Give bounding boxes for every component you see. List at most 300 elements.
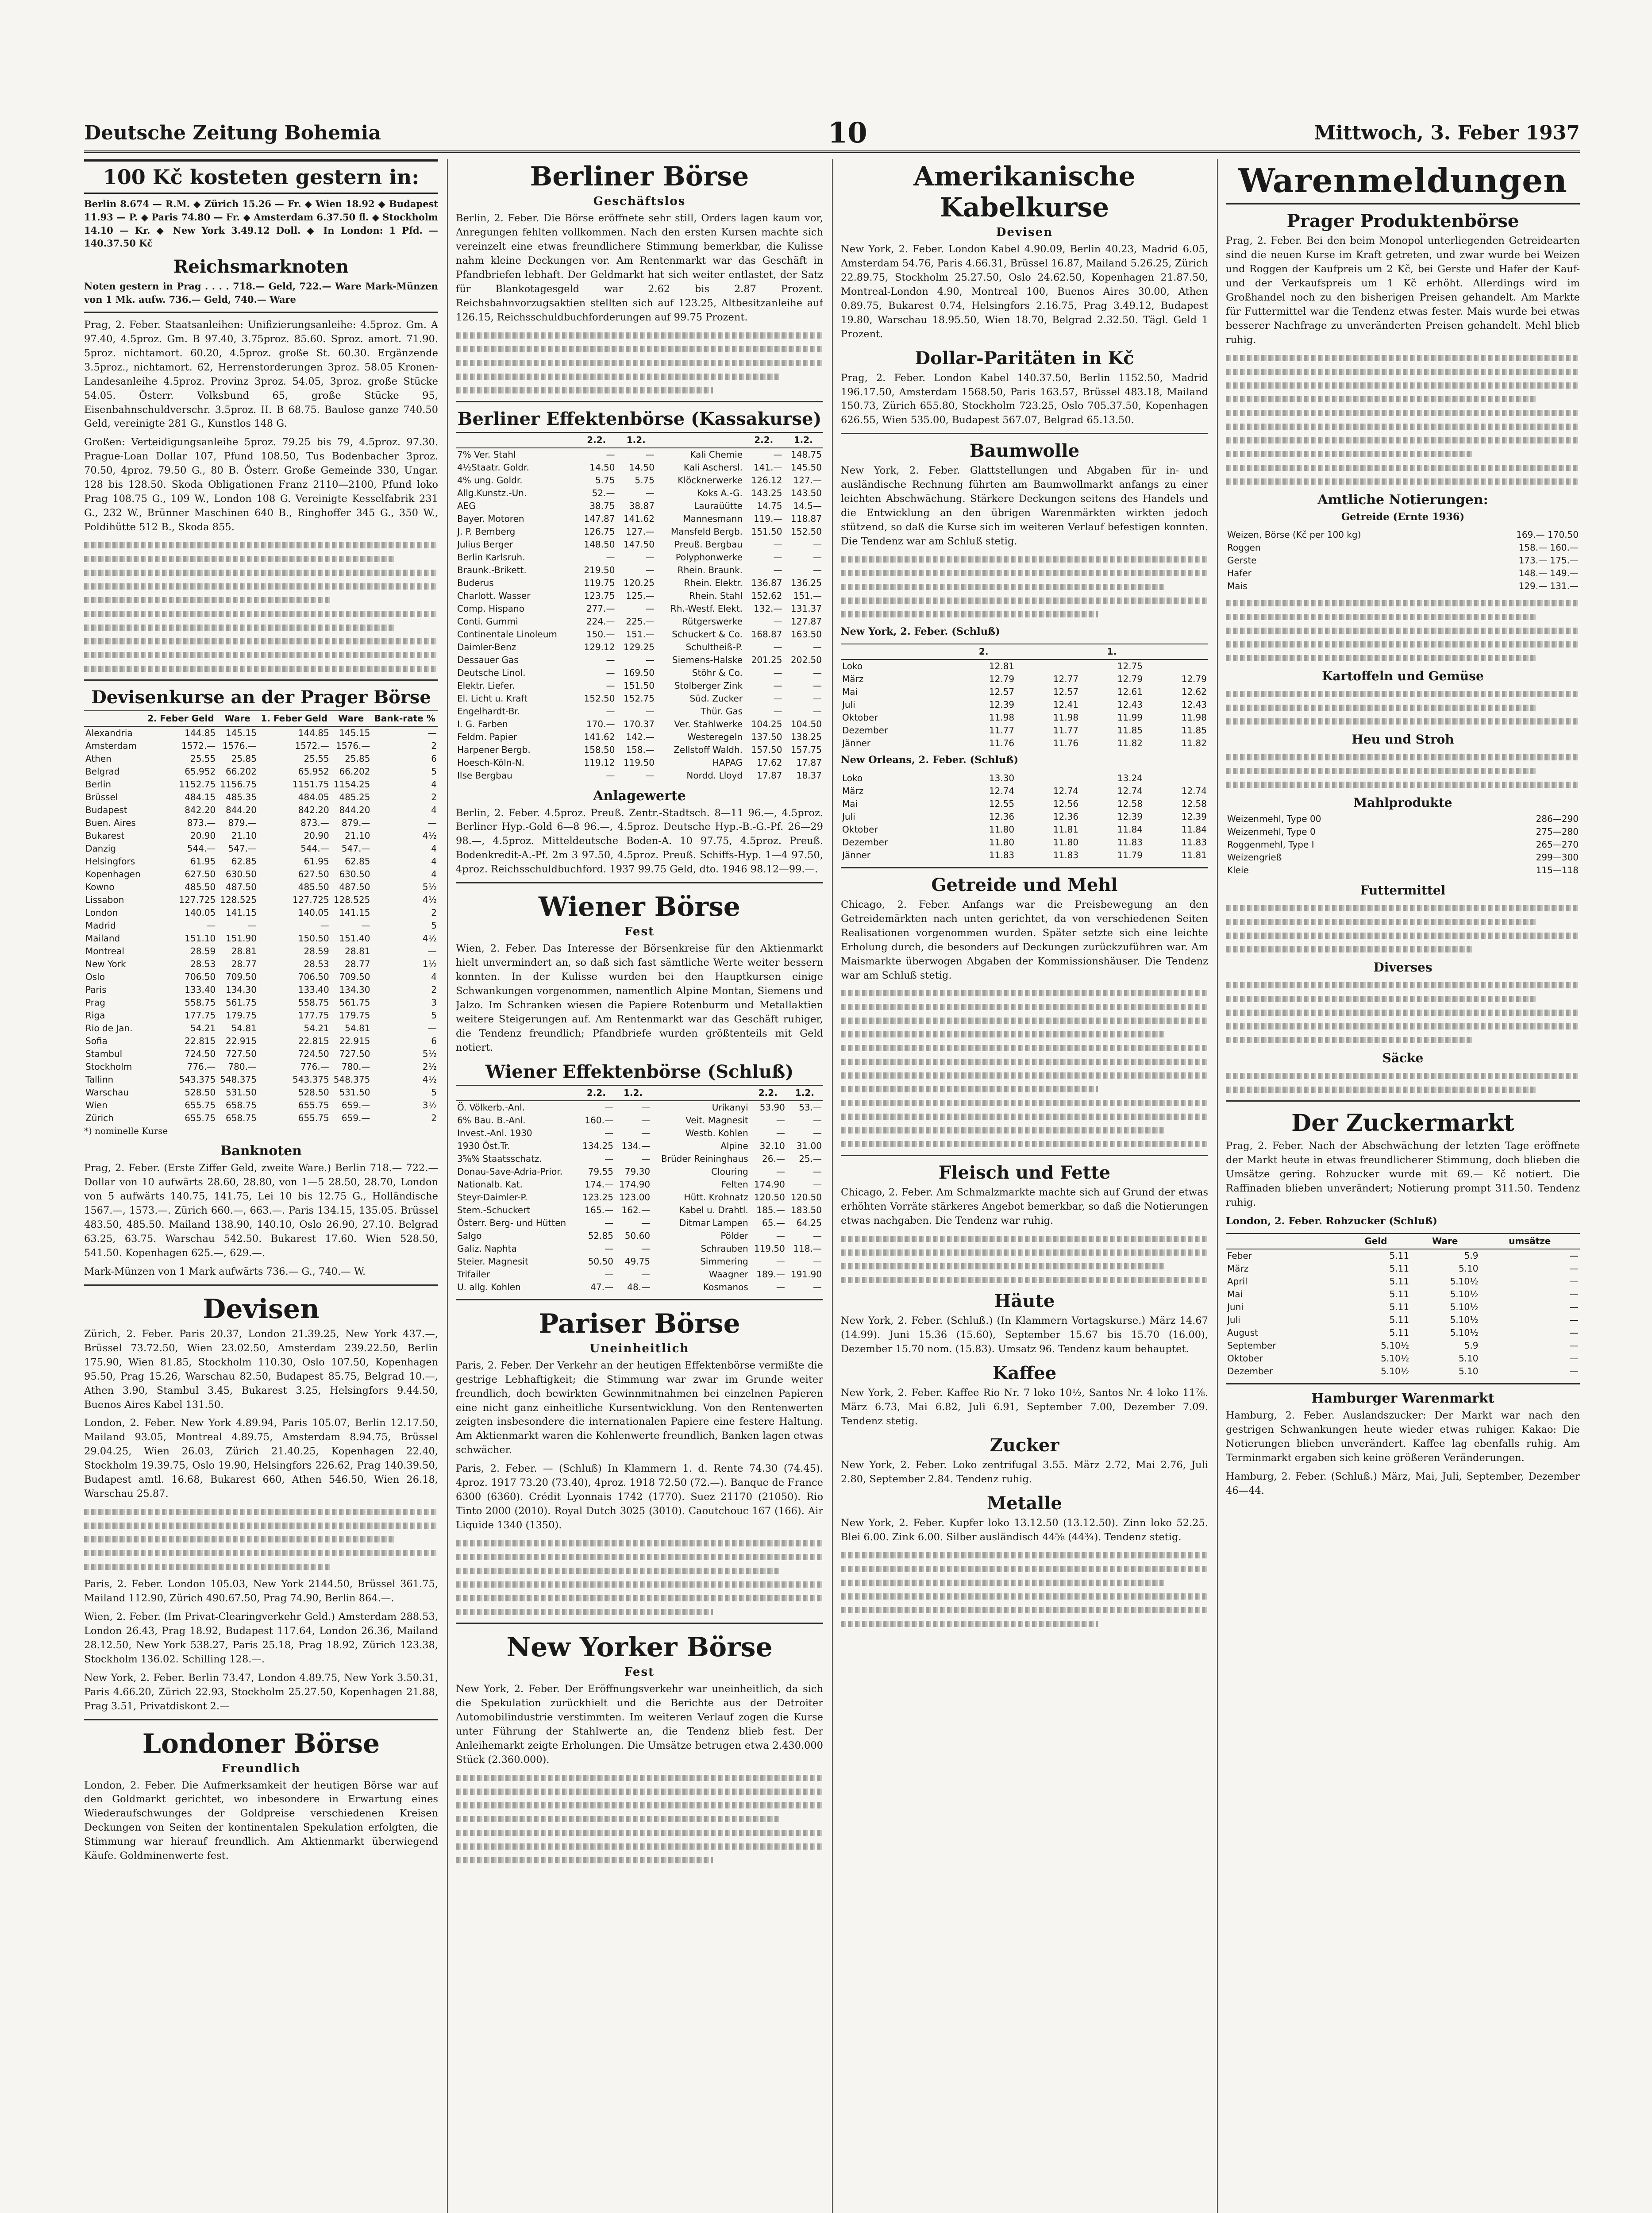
- table-row: [84, 1086, 438, 1099]
- table-cell: 2: [431, 907, 437, 918]
- table-cell: Weizen, Börse (Kč per 100 kg): [1227, 529, 1361, 540]
- table-row: [456, 769, 823, 782]
- table-cell: 25.55: [304, 753, 329, 764]
- table-cell: 5.10½: [1381, 1340, 1409, 1351]
- table-cell: 152.50: [791, 526, 822, 537]
- table-cell: 160.—: [585, 1114, 613, 1126]
- table-cell: 79.55: [588, 1166, 613, 1177]
- wien-eff-table: [456, 1085, 823, 1294]
- table-row: [456, 679, 823, 692]
- table-cell: 174.90: [619, 1179, 651, 1190]
- table-cell: 5.9: [1464, 1340, 1479, 1351]
- baumwolle-paragraph: New York, 2. Feber. Glattstellungen und Abgaben für in- und ausländische Rechnung führten am Baumwollmarkt anfangs zu einer leichten Abschwächung. Stärkere Deckungen seitens des Handels und die Entwicklung an den übrigen Warenmärkten wirkten jedoch stützend, so daß die Kurse sich im weiteren Verlauf befestigen konnten. Die Tendenz war am Schluß stetig.: [841, 465, 1208, 547]
- table-row: [456, 461, 823, 474]
- table-cell: 3⅝% Staatsschatz.: [457, 1153, 542, 1164]
- devisen-wien: Wien, 2. Feber. (Im Privat-Clearingverkehr Geld.) Amsterdam 288.53, London 26.43, Prag 18.92, Budapest 117.64, London 26.36, Mailand 28.12.50, New York 538.27, Paris 25.18, Prag 18.92, Zürich 123.38, Stockholm 136.02. Schilling 128.—.: [84, 1611, 438, 1665]
- table-cell: 18.37: [796, 770, 822, 781]
- table-cell: —: [1570, 1327, 1579, 1338]
- table-cell: 5.10½: [1450, 1276, 1479, 1287]
- table-cell: —: [1570, 1340, 1579, 1351]
- table-cell: 11.98: [1053, 712, 1079, 723]
- table-header-cell: 1.: [1080, 644, 1144, 659]
- table-cell: Weizengrieß: [1227, 852, 1282, 863]
- table-cell: —: [813, 1114, 822, 1126]
- table-cell: 145.15: [225, 727, 257, 738]
- table-cell: El. Licht u. Kraft: [457, 693, 528, 704]
- table-cell: 5.10½: [1450, 1327, 1479, 1338]
- table-cell: 13.24: [1117, 772, 1143, 783]
- table-cell: 47.—: [590, 1281, 613, 1292]
- table-cell: —: [813, 564, 822, 575]
- table-cell: 5.10: [1458, 1263, 1479, 1274]
- table-header-cell: [84, 711, 144, 726]
- table-cell: 14.50: [629, 462, 655, 473]
- table-cell: Bayer. Motoren: [457, 513, 524, 524]
- column-4: [1226, 159, 1580, 2213]
- metalle-paragraph: New York, 2. Feber. Kupfer loko 13.12.50 (13.12.50). Zinn loko 52.25. Blei 6.00. Zink 6.00. Silber ausländisch 44⅝ (44¾). Tendenz stetig.: [841, 1517, 1208, 1543]
- table-header-cell: 1.2.: [616, 432, 655, 448]
- table-row: [456, 756, 823, 769]
- table-cell: 53.90: [759, 1102, 785, 1113]
- table-row: [84, 996, 438, 1009]
- table-cell: 5.11: [1389, 1315, 1409, 1326]
- paris-sub: Uneinheitlich: [589, 1342, 689, 1355]
- table-cell: Stem.-Schuckert: [457, 1204, 531, 1215]
- table-cell: 658.75: [225, 1099, 257, 1110]
- table-header-cell: [456, 1085, 578, 1101]
- table-cell: 104.25: [751, 718, 782, 729]
- table-cell: Hoesch-Köln-N.: [457, 757, 525, 768]
- table-cell: 4½: [422, 894, 437, 905]
- futter-title: Futtermittel: [1360, 883, 1446, 898]
- table-cell: 136.87: [751, 577, 782, 588]
- table-header-cell: 2.2.: [577, 432, 616, 448]
- table-cell: 158.— 160.—: [1518, 542, 1579, 553]
- table-cell: Rhein. Stahl: [689, 590, 743, 601]
- table-cell: 66.202: [225, 766, 257, 777]
- table-cell: 17.87: [757, 770, 782, 781]
- table-cell: 5.10½: [1450, 1289, 1479, 1300]
- table-cell: 780.—: [228, 1061, 257, 1072]
- table-cell: 129.— 131.—: [1518, 581, 1579, 592]
- table-row: [456, 551, 823, 564]
- table-cell: Stockholm: [85, 1061, 132, 1072]
- table-cell: 299—300: [1536, 852, 1579, 863]
- zucker-paragraph: New York, 2. Feber. Loko zentrifugal 3.55. März 2.72, Mai 2.76, Juli 2.80, September 2.84. Tendenz ruhig.: [841, 1459, 1208, 1485]
- table-cell: Kowno: [85, 881, 115, 892]
- table-cell: 11.81: [1053, 824, 1079, 835]
- table-cell: 123.25: [582, 1191, 613, 1203]
- table-cell: 844.20: [339, 804, 370, 815]
- table-cell: 724.50: [185, 1048, 216, 1059]
- table-cell: —: [813, 1166, 822, 1177]
- table-header-cell: [456, 432, 577, 448]
- table-row: [456, 731, 823, 744]
- table-cell: 170.37: [623, 718, 655, 729]
- table-cell: 630.50: [225, 868, 257, 879]
- reichsmark-title: Reichsmarknoten: [173, 256, 349, 278]
- table-cell: 1572.—: [295, 740, 329, 751]
- table-header-cell: 2.2.: [744, 432, 783, 448]
- table-cell: 133.40: [185, 984, 216, 995]
- table-cell: 12.58: [1181, 798, 1207, 809]
- table-cell: —: [320, 920, 329, 931]
- table-cell: 174.90: [754, 1179, 785, 1190]
- table-cell: Feber: [1227, 1250, 1252, 1261]
- table-cell: Roggen: [1227, 542, 1261, 553]
- table-cell: —: [776, 1256, 785, 1267]
- table-cell: 11.77: [989, 725, 1015, 736]
- fleisch-title: Fleisch und Fette: [938, 1162, 1111, 1184]
- table-cell: 776.—: [300, 1061, 329, 1072]
- table-cell: 127.—: [626, 526, 655, 537]
- table-cell: 727.50: [225, 1048, 257, 1059]
- table-cell: 12.43: [1181, 699, 1207, 710]
- table-header-cell: 1.2.: [783, 432, 823, 448]
- table-row: [84, 971, 438, 983]
- table-row: [456, 667, 823, 679]
- table-cell: 138.25: [791, 731, 822, 742]
- devisen-title: Devisenkurse an der Prager Börse: [91, 686, 431, 708]
- table-row: [84, 932, 438, 945]
- table-cell: 12.79: [989, 673, 1015, 684]
- table-cell: 128.525: [220, 894, 257, 905]
- table-header-cell: Ware: [331, 711, 372, 726]
- table-cell: März: [842, 785, 864, 796]
- table-cell: 144.85: [298, 727, 329, 738]
- table-cell: August: [1227, 1327, 1258, 1338]
- table-cell: Stöhr & Co.: [692, 667, 743, 678]
- table-cell: 179.75: [339, 1010, 370, 1021]
- table-cell: Elektr. Liefer.: [457, 680, 515, 691]
- table-cell: Kopenhagen: [85, 868, 141, 879]
- saecke-title: Säcke: [1382, 1051, 1424, 1066]
- table-cell: 558.75: [185, 997, 216, 1008]
- table-cell: —: [645, 551, 655, 563]
- table-cell: 25.85: [231, 753, 257, 764]
- table-cell: 141.15: [225, 907, 257, 918]
- table-cell: Tallinn: [85, 1074, 114, 1085]
- table-cell: 148.75: [791, 449, 822, 460]
- table-cell: —: [1570, 1250, 1579, 1261]
- table-cell: 275—280: [1536, 826, 1579, 837]
- table-header-cell: [656, 432, 744, 448]
- table-cell: 627.50: [298, 868, 329, 879]
- table-cell: Weizenmehl, Type 0: [1227, 826, 1316, 837]
- table-cell: 141.62: [584, 731, 615, 742]
- price-block: [1226, 982, 1580, 1043]
- table-row: [456, 1204, 823, 1217]
- table-cell: 879.—: [341, 817, 370, 828]
- table-cell: 140.05: [298, 907, 329, 918]
- table-cell: 52.—: [592, 487, 615, 498]
- table-cell: Veit. Magnesit: [685, 1114, 748, 1126]
- price-block: [1226, 1073, 1580, 1093]
- table-cell: 168.87: [751, 628, 782, 640]
- table-cell: —: [428, 945, 437, 956]
- table-row: [456, 538, 823, 551]
- table-cell: 177.75: [185, 1010, 216, 1021]
- table-cell: —: [813, 539, 822, 550]
- table-row: [84, 1022, 438, 1035]
- table-cell: —: [645, 564, 655, 575]
- headline-kc-rates: 100 Kč kosteten gestern in:: [84, 159, 438, 194]
- table-cell: 11.99: [1117, 712, 1143, 723]
- table-cell: 129.25: [623, 641, 655, 652]
- table-cell: 119.50: [623, 757, 655, 768]
- table-cell: 485.35: [225, 791, 257, 802]
- table-row: [84, 1009, 438, 1022]
- table-cell: 709.50: [339, 971, 370, 982]
- column-3: [841, 159, 1208, 2213]
- table-cell: Galiz. Naphta: [457, 1243, 517, 1254]
- table-row: [456, 525, 823, 538]
- table-cell: 277.—: [586, 603, 615, 614]
- table-row: [841, 785, 1208, 798]
- table-row: [456, 1114, 823, 1127]
- table-row: [1226, 567, 1580, 580]
- table-cell: 543.375: [293, 1074, 329, 1085]
- table-cell: 104.50: [791, 718, 822, 729]
- table-cell: Belgrad: [85, 766, 120, 777]
- table-cell: 179.75: [225, 1010, 257, 1021]
- table-cell: —: [773, 564, 782, 575]
- table-row: [84, 752, 438, 765]
- table-cell: 147.50: [623, 539, 655, 550]
- table-cell: 225.—: [626, 616, 655, 627]
- table-cell: April: [1227, 1276, 1248, 1287]
- table-cell: 150.50: [298, 933, 329, 944]
- table-cell: 134.30: [225, 984, 257, 995]
- table-cell: 5.11: [1389, 1263, 1409, 1274]
- table-cell: 3: [431, 997, 437, 1008]
- table-row: [841, 823, 1208, 836]
- table-row: [84, 1073, 438, 1086]
- table-cell: Clouring: [711, 1166, 748, 1177]
- table-cell: 28.81: [345, 945, 370, 956]
- table-cell: 485.50: [298, 881, 329, 892]
- table-row: [456, 1178, 823, 1191]
- table-cell: Brüder Reininghaus: [661, 1153, 748, 1164]
- table-cell: Oktober: [842, 824, 878, 835]
- table-cell: —: [641, 1102, 651, 1113]
- table-cell: 119.75: [584, 577, 615, 588]
- table-cell: 22.915: [339, 1035, 370, 1046]
- table-cell: Kleie: [1227, 865, 1249, 876]
- table-cell: 5.11: [1389, 1276, 1409, 1287]
- table-cell: Jänner: [842, 737, 871, 748]
- table-header-cell: [1016, 644, 1080, 659]
- table-cell: —: [813, 1281, 822, 1292]
- table-cell: —: [645, 706, 655, 717]
- mehl-table: [1226, 813, 1580, 877]
- table-cell: 28.53: [190, 958, 216, 969]
- table-cell: 13.30: [989, 772, 1015, 783]
- table-cell: —: [1570, 1353, 1579, 1364]
- table-cell: —: [773, 616, 782, 627]
- kaffee-title: Kaffee: [992, 1363, 1057, 1384]
- table-cell: 143.50: [791, 487, 822, 498]
- table-cell: 5.10: [1458, 1366, 1479, 1377]
- table-row: [1226, 1365, 1580, 1378]
- table-cell: 11.83: [1117, 837, 1143, 848]
- table-cell: 64.25: [796, 1217, 822, 1228]
- table-cell: 5.11: [1389, 1327, 1409, 1338]
- table-row: [456, 1242, 823, 1255]
- table-cell: 191.90: [791, 1268, 822, 1280]
- table-cell: 158.50: [584, 744, 615, 755]
- kaffee-paragraph: New York, 2. Feber. Kaffee Rio Nr. 7 loko 10½, Santos Nr. 4 loko 11⅞. März 6.73, Mai 6.82, Juli 6.91, September 7.00, Dezember 7.09. Tendenz stetig.: [841, 1387, 1208, 1427]
- table-cell: 128.525: [333, 894, 370, 905]
- table-cell: 2: [431, 984, 437, 995]
- table-cell: 2: [431, 791, 437, 802]
- table-cell: 1156.75: [220, 779, 257, 790]
- produkten-title: Prager Produktenbörse: [1286, 211, 1519, 231]
- table-cell: Bukarest: [85, 830, 125, 841]
- table-cell: 561.75: [339, 997, 370, 1008]
- table-cell: Ilse Bergbau: [457, 770, 512, 781]
- table-cell: 1572.—: [181, 740, 216, 751]
- table-cell: 28.53: [304, 958, 329, 969]
- table-cell: 548.375: [333, 1074, 370, 1085]
- table-cell: 148.— 149.—: [1518, 568, 1579, 579]
- table-row: [1226, 864, 1580, 877]
- table-cell: 5.11: [1389, 1289, 1409, 1300]
- table-cell: Waagner: [709, 1268, 748, 1280]
- table-cell: 22.815: [185, 1035, 216, 1046]
- table-row: [841, 737, 1208, 750]
- table-cell: Rhein. Elektr.: [684, 577, 743, 588]
- text-block: [84, 1509, 438, 1570]
- table-cell: 5.11: [1389, 1302, 1409, 1313]
- table-cell: 79.30: [624, 1166, 651, 1177]
- table-row: [456, 513, 823, 525]
- table-cell: Simmering: [700, 1256, 748, 1267]
- text-block: [456, 1775, 823, 1863]
- table-cell: Athen: [85, 753, 112, 764]
- table-cell: 544.—: [187, 843, 216, 854]
- table-cell: 173.— 175.—: [1518, 555, 1579, 566]
- table-cell: 118.—: [793, 1243, 822, 1254]
- table-cell: 655.75: [298, 1112, 329, 1123]
- price-block: [1226, 905, 1580, 952]
- table-cell: 152.50: [584, 693, 615, 704]
- table-row: [84, 906, 438, 919]
- london-zucker-title: London, 2. Feber. Rohzucker (Schluß): [1226, 1215, 1437, 1227]
- table-cell: 1930 Öst.Tr.: [457, 1140, 510, 1151]
- table-cell: 142.—: [626, 731, 655, 742]
- table-cell: Schuckert & Co.: [672, 628, 743, 640]
- table-cell: 658.75: [225, 1112, 257, 1123]
- table-cell: 11.81: [1181, 849, 1207, 860]
- table-cell: Mansfeld Bergb.: [670, 526, 743, 537]
- table-cell: —: [606, 680, 615, 691]
- table-cell: Continentale Linoleum: [457, 628, 557, 640]
- table-cell: 12.74: [989, 785, 1015, 796]
- table-cell: 286—290: [1536, 813, 1579, 825]
- prague-paragraph: Prag, 2. Feber. Staatsanleihen: Unifizierungsanleihe: 4.5proz. Gm. A 97.40, 4.5proz. Gm. B 97.40, 3.75proz. 85.60. Sproz. amort. 71.90. 5proz. nichtamort. 60.20, 4.5proz. große St. 60.30. Ergänzende 3.5proz., nichtamort. 62, Herrenstorderungen 3proz. 58.05 Kronen-Landesanleihe 4.5proz. Provinz 3proz. 54.05, 3proz. große Stücke 54.05. Österr. Volksbund 65, große Stücke 95, Eisenbahnschuldverschr. 3.5proz. II. B 68.75. Baulose ganze 740.50 Geld, vereinigte 281 G., Kunstlos 148 G.: [84, 319, 438, 430]
- table-cell: 151.50: [623, 680, 655, 691]
- table-cell: 50.60: [624, 1230, 651, 1241]
- table-row: [456, 641, 823, 654]
- table-cell: 12.39: [1117, 811, 1143, 822]
- table-cell: 65.—: [762, 1217, 785, 1228]
- wien-eff-title: Wiener Effektenbörse (Schluß): [485, 1061, 794, 1082]
- table-row: [456, 1127, 823, 1140]
- table-row: [456, 654, 823, 667]
- table-cell: 724.50: [298, 1048, 329, 1059]
- table-cell: 4½Staatr. Goldr.: [457, 462, 529, 473]
- table-row: [456, 564, 823, 577]
- table-cell: —: [641, 1153, 651, 1164]
- table-row: [84, 945, 438, 958]
- table-cell: 12.79: [1117, 673, 1143, 684]
- table-cell: 544.—: [300, 843, 329, 854]
- table-cell: 12.41: [1053, 699, 1079, 710]
- table-row: [1226, 1352, 1580, 1365]
- zuckermarkt-paragraph: Prag, 2. Feber. Nach der Abschwächung der letzten Tage eröffnete der Markt heute in etwas freundlicherer Stimmung, doch blieben die Umsätze gering. Rohzucker wurde mit 69.— Kč notiert. Die Raffinaden blieben unverändert; Notierung prompt 311.50. Tendenz ruhig.: [1226, 1140, 1580, 1209]
- no-cotton-table: [841, 772, 1208, 862]
- table-cell: 844.20: [225, 804, 257, 815]
- table-cell: 12.57: [989, 686, 1015, 697]
- table-cell: Weizenmehl, Type 00: [1227, 813, 1321, 825]
- table-cell: 12.43: [1117, 699, 1143, 710]
- table-cell: —: [604, 1102, 613, 1113]
- devisen2-title: Devisen: [203, 1293, 320, 1325]
- table-cell: 134.30: [339, 984, 370, 995]
- table-cell: 11.77: [1053, 725, 1079, 736]
- table-cell: Charlott. Wasser: [457, 590, 531, 601]
- table-cell: Salgo: [457, 1230, 482, 1241]
- table-cell: 143.25: [751, 487, 782, 498]
- table-cell: 5½: [422, 1048, 437, 1059]
- table-cell: 54.81: [231, 1022, 257, 1033]
- table-cell: 11.80: [989, 824, 1015, 835]
- table-cell: [1016, 772, 1080, 785]
- table-cell: 25.—: [799, 1153, 822, 1164]
- table-cell: 11.82: [1117, 737, 1143, 748]
- column-rule: [447, 159, 448, 2213]
- wien-sub: Fest: [624, 925, 655, 939]
- table-cell: Lauraüütte: [694, 500, 743, 511]
- table-cell: —: [776, 1281, 785, 1292]
- kartoffeln-title: Kartoffeln und Gemüse: [1322, 669, 1484, 684]
- table-cell: 202.50: [791, 654, 822, 665]
- table-cell: Rh.-Westf. Elekt.: [670, 603, 743, 614]
- table-cell: 709.50: [225, 971, 257, 982]
- table-cell: Braunk.-Brikett.: [457, 564, 527, 575]
- table-header-cell: [651, 1085, 750, 1101]
- table-cell: Rhein. Braunk.: [677, 564, 743, 575]
- table-row: [1226, 813, 1580, 825]
- table-cell: 12.62: [1181, 686, 1207, 697]
- devisen-newyork: New York, 2. Feber. Berlin 73.47, London 4.89.75, New York 3.50.31, Paris 4.66.20, Zürich 22.93, Stockholm 25.27.50, Kopenhagen 21.88, Prag 3.51, Privatdiskont 2.—: [84, 1672, 438, 1712]
- no-cotton-title: New Orleans, 2. Feber. (Schluß): [841, 754, 1019, 766]
- table-cell: 48.—: [627, 1281, 651, 1292]
- table-cell: Hütt. Krohnatz: [684, 1191, 748, 1203]
- table-cell: 1152.75: [179, 779, 216, 790]
- table-cell: 219.50: [584, 564, 615, 575]
- devisen-london: London, 2. Feber. New York 4.89.94, Paris 105.07, Berlin 12.17.50, Mailand 93.05, Montreal 4.89.75, Amsterdam 8.94.75, Brüssel 29.04.25, Wien 26.03, Zürich 21.40.25, Kopenhagen 22.40, Stockholm 19.39.75, Oslo 19.90, Helsingfors 226.62, Prag 140.39.50, Budapest amtl. 16.68, Bukarest 660, Athen 546.50, Wien 26.18, Warschau 25.87.: [84, 1417, 438, 1500]
- table-cell: Österr. Berg- und Hütten: [457, 1217, 566, 1228]
- table-cell: —: [428, 1022, 437, 1033]
- column-2: [456, 159, 823, 2213]
- table-cell: —: [776, 1114, 785, 1126]
- table-cell: 127.—: [793, 474, 822, 486]
- table-cell: 6% Bau. B.-Anl.: [457, 1114, 526, 1126]
- table-cell: 134.25: [582, 1140, 613, 1151]
- table-cell: 17.87: [796, 757, 822, 768]
